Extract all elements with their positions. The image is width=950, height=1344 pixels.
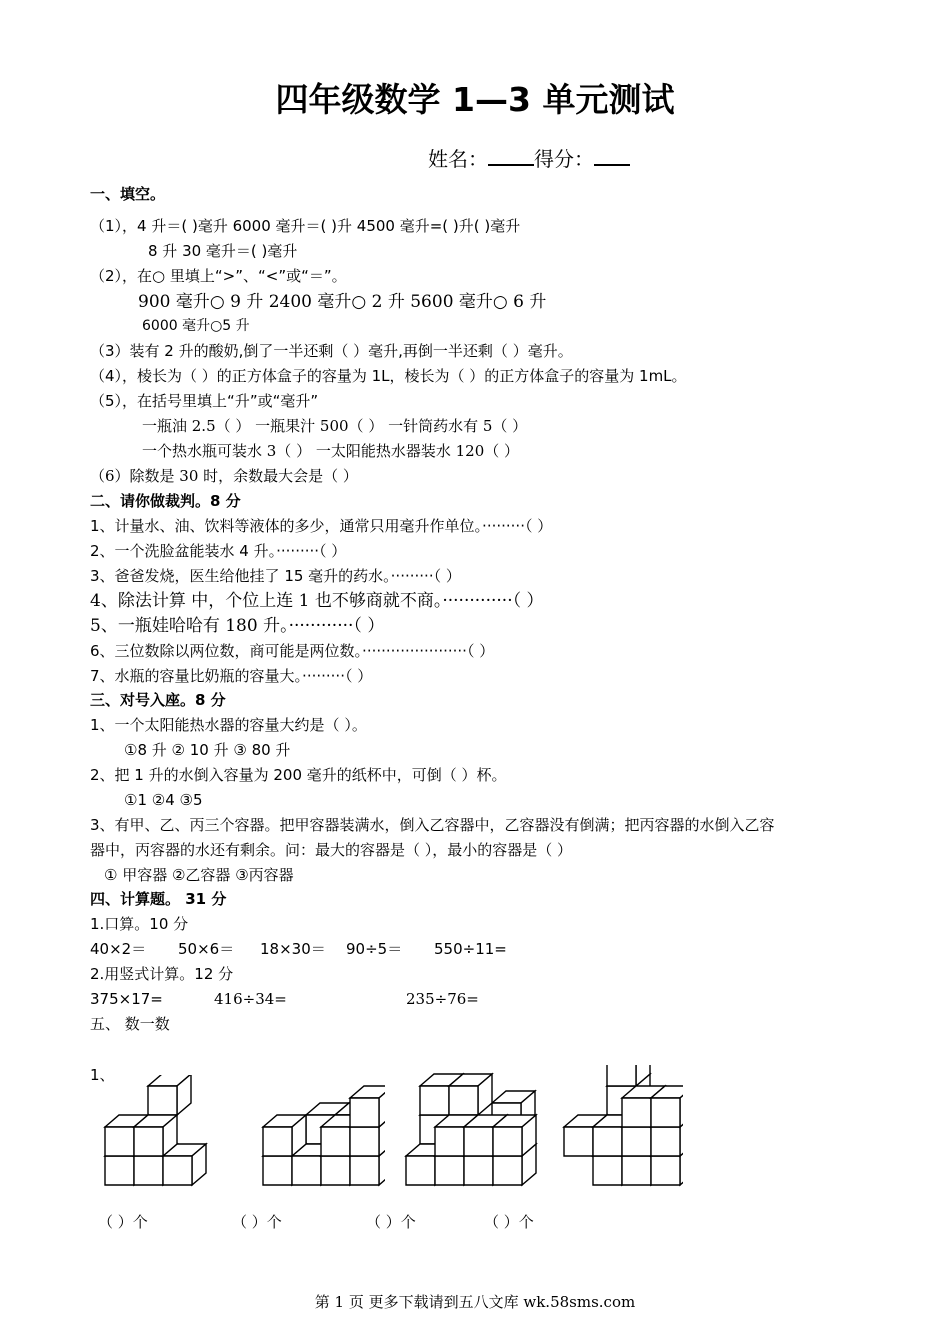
written-calc-heading: 2.用竖式计算。12 分: [90, 965, 234, 983]
section-5-heading: 五、 数一数: [90, 1015, 170, 1033]
choice-q3-line2: 器中，丙容器的水还有剩余。问：最大的容器是（ ），最小的容器是（ ）: [90, 841, 573, 859]
oral-calc-heading: 1.口算。10 分: [90, 915, 189, 933]
count-answer-3: （ ）个: [366, 1213, 416, 1231]
q5-line2: 一瓶油 2.5（ ） 一瓶果汁 500（ ） 一针筒药水有 5（ ）: [142, 417, 528, 435]
judge-item-5: 5、一瓶娃哈哈有 180 升。············（ ）: [90, 616, 385, 636]
cube-figure-3: [400, 1065, 540, 1190]
written-calc-1: 375×17=: [90, 990, 163, 1008]
section-2-heading: 二、请你做裁判。8 分: [90, 492, 241, 510]
oral-calc-3: 18×30＝: [260, 940, 326, 958]
count-q1-label: 1、: [90, 1066, 115, 1084]
name-score-line: [428, 144, 630, 174]
page-footer: 第 1 页 更多下载请到五八文库 wk.58sms.com: [314, 1293, 636, 1311]
score-blank[interactable]: [594, 164, 630, 166]
name-blank[interactable]: [488, 164, 534, 166]
count-answer-1: （ ）个: [98, 1213, 148, 1231]
count-answer-2: （ ）个: [232, 1213, 282, 1231]
q4: （4），棱长为（ ）的正方体盒子的容量为 1L，棱长为（ ）的正方体盒子的容量为 1mL。: [90, 367, 687, 385]
oral-calc-2: 50×6＝: [178, 940, 235, 958]
choice-q1-options: ①8 升 ② 10 升 ③ 80 升: [124, 741, 291, 759]
name-label: 姓名：: [428, 147, 488, 171]
choice-q1: 1、一个太阳能热水器的容量大约是（ ）。: [90, 716, 367, 734]
count-answer-4: （ ）个: [484, 1213, 534, 1231]
judge-item-2: 2、一个洗脸盆能装水 4 升。·········（ ）: [90, 542, 347, 560]
written-calc-2: 416÷34=: [214, 990, 287, 1008]
cube-figure-1: [95, 1075, 230, 1190]
choice-q2-options: ①1 ②4 ③5: [124, 791, 203, 809]
q2-line2: 900 毫升○ 9 升 2400 毫升○ 2 升 5600 毫升○ 6 升: [138, 292, 547, 312]
cube-figure-4: [558, 1065, 683, 1190]
q5-line3: 一个热水瓶可装水 3（ ） 一太阳能热水器装水 120（ ）: [142, 442, 520, 460]
page-title: 四年级数学 1—3 单元测试: [275, 80, 675, 119]
q1-line1: （1），4 升＝( )毫升 6000 毫升＝( )升 4500 毫升=( )升( )毫升: [90, 217, 521, 235]
score-label: 得分：: [534, 147, 594, 171]
q6: （6）除数是 30 时，余数最大会是（ ）: [90, 467, 358, 485]
judge-item-6: 6、三位数除以两位数，商可能是两位数。······················（ ）: [90, 642, 495, 660]
section-1-heading: 一、填空。: [90, 185, 166, 203]
judge-item-1: 1、计量水、油、饮料等液体的多少，通常只用毫升作单位。·········（ ）: [90, 517, 553, 535]
q2-line1: （2），在○ 里填上“>”、“<”或“＝”。: [90, 267, 347, 285]
section-3-heading: 三、对号入座。8 分: [90, 691, 226, 709]
judge-item-4: 4、除法计算 中，个位上连 1 也不够商就不商。·············（ ）: [90, 591, 544, 611]
section-4-heading: 四、计算题。 31 分: [90, 890, 227, 908]
judge-item-3: 3、爸爸发烧，医生给他挂了 15 毫升的药水。·········（ ）: [90, 567, 461, 585]
oral-calc-5: 550÷11=: [434, 940, 507, 958]
q2-line3: 6000 毫升○5 升: [142, 318, 250, 334]
judge-item-7: 7、水瓶的容量比奶瓶的容量大。·········（ ）: [90, 667, 373, 685]
choice-q3-options: ① 甲容器 ②乙容器 ③丙容器: [104, 866, 294, 884]
oral-calc-1: 40×2＝: [90, 940, 147, 958]
q5-line1: （5），在括号里填上“升”或“毫升”: [90, 392, 319, 410]
choice-q2: 2、把 1 升的水倒入容量为 200 毫升的纸杯中，可倒（ ）杯。: [90, 766, 507, 784]
q3: （3）装有 2 升的酸奶,倒了一半还剩（ ）毫升,再倒一半还剩（ ）毫升。: [90, 342, 573, 360]
q1-line2: 8 升 30 毫升＝( )毫升: [148, 242, 298, 260]
choice-q3-line1: 3、有甲、乙、丙三个容器。把甲容器装满水，倒入乙容器中，乙容器没有倒满；把丙容器的水倒入乙容: [90, 816, 775, 834]
written-calc-3: 235÷76=: [406, 990, 479, 1008]
cube-figure-2: [255, 1075, 385, 1190]
oral-calc-4: 90÷5＝: [346, 940, 403, 958]
